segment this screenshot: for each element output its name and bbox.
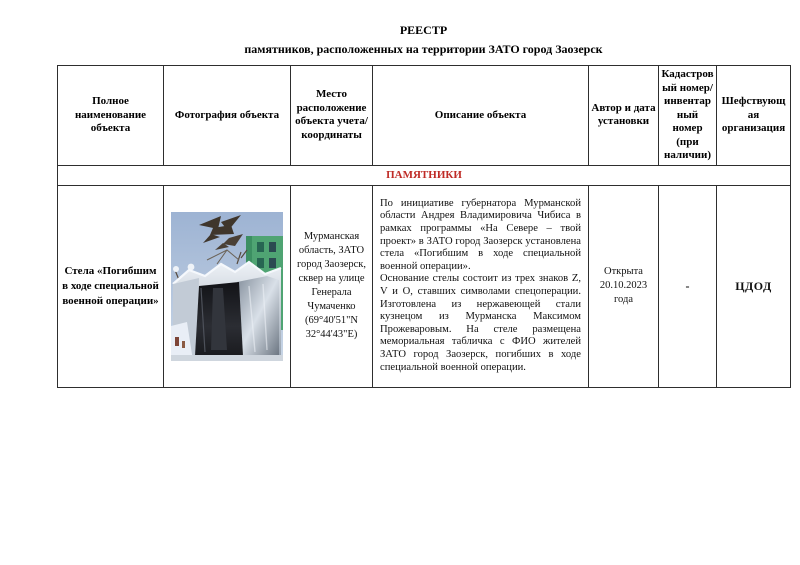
- header-location: Место расположение объекта учета/ координаты: [291, 66, 373, 166]
- monument-organization: ЦДОД: [717, 185, 791, 387]
- document-title: [57, 21, 790, 59]
- monument-location: Мурманская область, ЗАТО город Заозерск, сквер на улице Генерала Чумаченко (69°40'51"N 32°44'43"E): [291, 185, 373, 387]
- header-photo: Фотография объекта: [164, 66, 291, 166]
- document-title-line2: памятников, расположенных на территории ЗАТО город Заозерск: [244, 42, 603, 56]
- monument-author-date: Открыта 20.10.2023 года: [589, 185, 659, 387]
- monument-photo: [171, 212, 283, 361]
- header-cadastral-number: Кадастровый номер/ инвентарный номер (при наличии): [659, 66, 717, 166]
- monument-name: Стела «Погибшим в ходе специальной военной операции»: [58, 185, 164, 387]
- section-label-monuments: ПАМЯТНИКИ: [58, 165, 791, 185]
- photo-ground: [171, 355, 283, 361]
- monument-photo-cell: [164, 185, 291, 387]
- description-paragraph-1: По инициативе губернатора Мурманской области Андрея Владимировича Чибиса в рамках программы «На Севере – твой проект» в ЗАТО город Заозерск установлена стела «Погибшим в ходе специальной военной операции».: [380, 197, 581, 272]
- monument-cadastral-number: -: [659, 185, 717, 387]
- section-row-monuments: [58, 165, 791, 185]
- header-organization: Шефствующая организация: [717, 66, 791, 166]
- header-author-date: Автор и дата установки: [589, 66, 659, 166]
- monument-description: [373, 185, 589, 387]
- monuments-registry-table: [57, 65, 791, 388]
- document-title-line1: РЕЕСТР: [399, 23, 448, 37]
- header-description: Описание объекта: [373, 66, 589, 166]
- header-full-name: Полное наименование объекта: [58, 66, 164, 166]
- description-paragraph-2: Основание стелы состоит из трех знаков Z, V и О, ставших символами спецоперации. Изготовлена из нержавеющей стали кузнецом из Мурманска Максимом Прожеваровым. На стеле размещена мемориальная табличка с ФИО жителей ЗАТО город Заозерск, погибших в ходе специальной военной операции.: [380, 273, 581, 373]
- table-header-row: [58, 66, 791, 166]
- table-row-stela: [58, 185, 791, 387]
